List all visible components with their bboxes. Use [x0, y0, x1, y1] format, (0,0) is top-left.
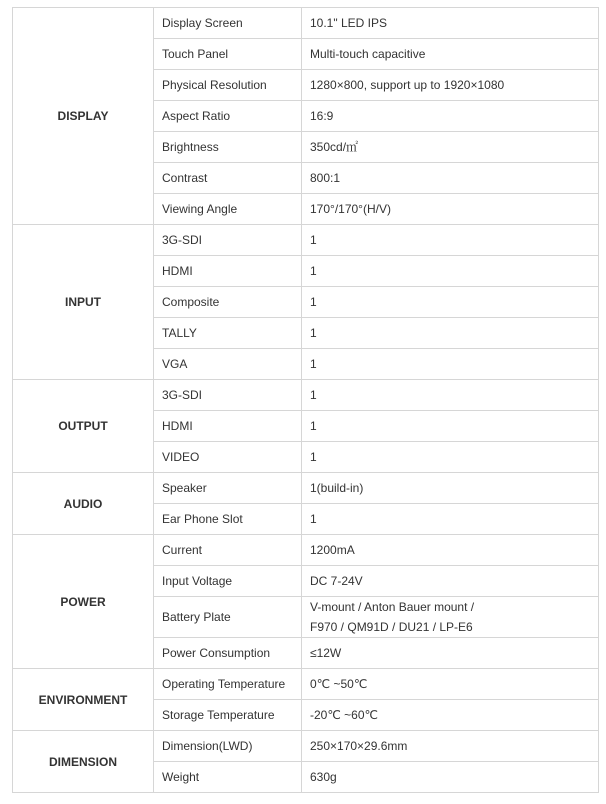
spec-value: 350cd/㎡ [302, 132, 599, 163]
spec-value: 1 [302, 318, 599, 349]
table-row [13, 8, 599, 39]
spec-value: 1 [302, 442, 599, 473]
spec-label: Physical Resolution [154, 70, 302, 101]
spec-value: 16:9 [302, 101, 599, 132]
spec-value: 1 [302, 225, 599, 256]
spec-value: 1200mA [302, 535, 599, 566]
spec-value-line: F970 / QM91D / DU21 / LP-E6 [310, 620, 473, 634]
spec-value: 630g [302, 762, 599, 793]
table-row [13, 473, 599, 504]
category-audio: AUDIO [13, 473, 154, 535]
category-output: OUTPUT [13, 380, 154, 473]
spec-label: 3G-SDI [154, 225, 302, 256]
spec-label: Ear Phone Slot [154, 504, 302, 535]
spec-label: Power Consumption [154, 638, 302, 669]
category-input: INPUT [13, 225, 154, 380]
table-row [13, 731, 599, 762]
spec-label: HDMI [154, 411, 302, 442]
category-dimension: DIMENSION [13, 731, 154, 793]
spec-value: 1280×800, support up to 1920×1080 [302, 70, 599, 101]
table-row [13, 225, 599, 256]
table-row [13, 380, 599, 411]
spec-label: Aspect Ratio [154, 101, 302, 132]
spec-value: 250×170×29.6mm [302, 731, 599, 762]
spec-value: 1 [302, 504, 599, 535]
spec-value: DC 7-24V [302, 566, 599, 597]
spec-value [302, 597, 599, 638]
spec-value: ≤12W [302, 638, 599, 669]
spec-value-line: V-mount / Anton Bauer mount / [310, 600, 475, 614]
spec-label: Storage Temperature [154, 700, 302, 731]
spec-label: Composite [154, 287, 302, 318]
spec-label: Speaker [154, 473, 302, 504]
table-row [13, 535, 599, 566]
category-environment: ENVIRONMENT [13, 669, 154, 731]
spec-label: Current [154, 535, 302, 566]
spec-label: TALLY [154, 318, 302, 349]
spec-value: 1 [302, 411, 599, 442]
spec-value: 10.1" LED IPS [302, 8, 599, 39]
spec-label: Battery Plate [154, 597, 302, 638]
spec-label: Weight [154, 762, 302, 793]
category-display: DISPLAY [13, 8, 154, 225]
spec-label: Operating Temperature [154, 669, 302, 700]
spec-label: Display Screen [154, 8, 302, 39]
spec-label: Input Voltage [154, 566, 302, 597]
spec-value: Multi-touch capacitive [302, 39, 599, 70]
spec-value: 1 [302, 256, 599, 287]
spec-value: -20℃ ~60℃ [302, 700, 599, 731]
spec-value: 1 [302, 287, 599, 318]
spec-label: Dimension(LWD) [154, 731, 302, 762]
spec-value: 170°/170°(H/V) [302, 194, 599, 225]
spec-label: VGA [154, 349, 302, 380]
spec-value: 1(build-in) [302, 473, 599, 504]
spec-label: Touch Panel [154, 39, 302, 70]
spec-label: Brightness [154, 132, 302, 163]
spec-label: VIDEO [154, 442, 302, 473]
spec-label: HDMI [154, 256, 302, 287]
spec-value: 0℃ ~50℃ [302, 669, 599, 700]
spec-label: 3G-SDI [154, 380, 302, 411]
spec-value: 1 [302, 380, 599, 411]
table-row [13, 669, 599, 700]
spec-value: 800:1 [302, 163, 599, 194]
spec-table [12, 7, 599, 793]
spec-value: 1 [302, 349, 599, 380]
spec-label: Contrast [154, 163, 302, 194]
category-power: POWER [13, 535, 154, 669]
spec-label: Viewing Angle [154, 194, 302, 225]
